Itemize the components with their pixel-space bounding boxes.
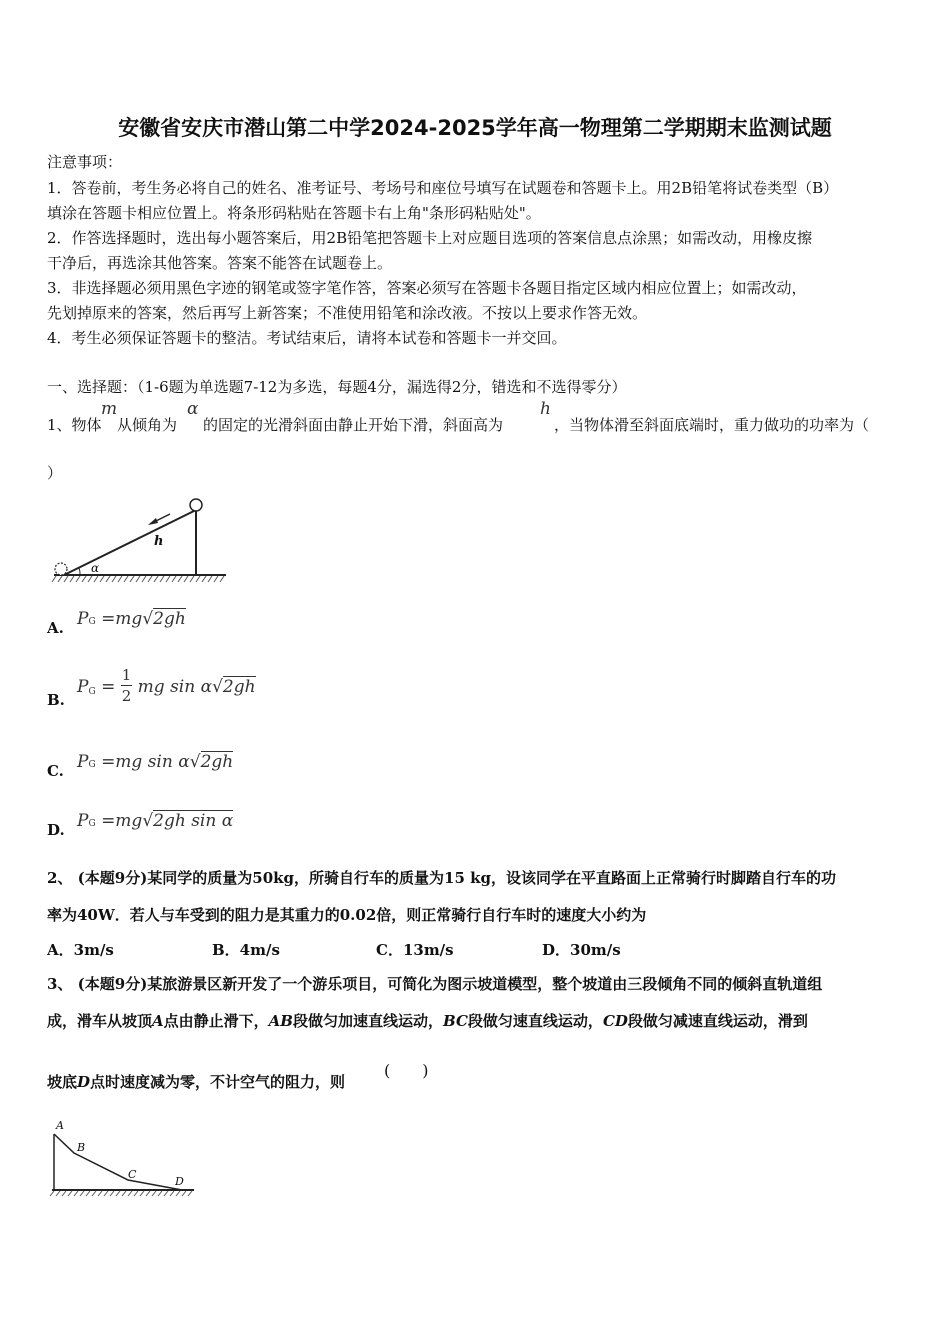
q1-var-alpha: α [187, 399, 199, 419]
q1-var-h: h [540, 399, 551, 419]
notice-line: 1．答卷前，考生务必将自己的姓名、准考证号、考场号和座位号填写在试题卷和答题卡上。用2B铅笔将试卷类型（B） [47, 179, 839, 197]
incline-alpha-label: α [91, 561, 100, 575]
notice-line: 先划掉原来的答案，然后再写上新答案；不准使用铅笔和涂改液。不按以上要求作答无效。 [47, 304, 648, 322]
slope-label-a: A [56, 1119, 64, 1132]
q1-close-paren: ） [47, 464, 63, 482]
q1-text-3: 的固定的光滑斜面由静止开始下滑，斜面高为 [203, 416, 504, 434]
q3-answer-paren: ( ) [384, 1061, 429, 1080]
notice-heading: 注意事项： [47, 153, 123, 171]
slope-label-c: C [128, 1168, 137, 1181]
q1-text-1: 1、物体 [47, 416, 102, 434]
q1-option-a-label[interactable]: A. [47, 619, 64, 637]
q1-text-4: ，当物体滑至斜面底端时，重力做功的功率为（ [554, 416, 870, 434]
q1-option-b-formula[interactable]: $P_G$ = $\frac{1}{2}$ mg sin α√2gh [77, 666, 256, 705]
q1-option-a-formula[interactable]: PG =mg√2gh [77, 609, 186, 629]
q3-text-line-3: 坡底D点时速度减为零，不计空气的阻力，则 [47, 1073, 346, 1091]
notice-line: 2．作答选择题时，选出每小题答案后，用2B铅笔把答题卡上对应题目选项的答案信息点涂黑；如需改动，用橡皮擦 [47, 229, 813, 247]
q2-choice-d[interactable]: D．30m/s [542, 941, 621, 959]
section-heading: 一、选择题：（1-6题为单选题7-12为多选，每题4分，漏选得2分，错选和不选得零分） [47, 378, 627, 396]
q2-choice-c[interactable]: C．13m/s [376, 941, 454, 959]
page-title: 安徽省安庆市潜山第二中学2024-2025学年高一物理第二学期期末监测试题 [118, 116, 832, 140]
q1-option-b-label[interactable]: B. [47, 691, 65, 709]
q1-var-m: m [101, 399, 118, 419]
notice-line: 3．非选择题必须用黑色字迹的钢笔或签字笔作答，答案必须写在答题卡各题目指定区域内相应位置上；如需改动， [47, 279, 807, 297]
q2-choice-a[interactable]: A．3m/s [47, 941, 114, 959]
incline-diagram [50, 492, 230, 584]
q1-option-d-label[interactable]: D. [47, 821, 65, 839]
q1-option-c-formula[interactable]: PG =mg sin α√2gh [77, 752, 234, 772]
notice-line: 干净后，再选涂其他答案。答案不能答在试题卷上。 [47, 254, 393, 272]
q2-text-line-2: 率为40W．若人与车受到的阻力是其重力的0.02倍，则正常骑行自行车时的速度大小约为 [47, 906, 647, 924]
notice-line: 填涂在答题卡相应位置上。将条形码粘贴在答题卡右上角"条形码粘贴处"。 [47, 204, 541, 222]
slope-label-b: B [77, 1141, 86, 1154]
q2-choice-b[interactable]: B．4m/s [212, 941, 280, 959]
slope-label-d: D [175, 1175, 184, 1188]
q1-option-c-label[interactable]: C. [47, 762, 64, 780]
incline-h-label: h [154, 534, 164, 549]
q1-text-2: 从倾角为 [117, 416, 178, 434]
q2-text-line-1: 2、 (本题9分)某同学的质量为50kg，所骑自行车的质量为15 kg，设该同学在平直路面上正常骑行时脚踏自行车的功 [47, 869, 837, 887]
q1-option-d-formula[interactable]: PG =mg√2gh sin α [77, 811, 234, 831]
q3-text-line-2: 成，滑车从坡顶A点由静止滑下，AB段做匀加速直线运动，BC段做匀速直线运动，CD段做匀减速直线运动，滑到 [47, 1012, 808, 1030]
q3-text-line-1: 3、 (本题9分)某旅游景区新开发了一个游乐项目，可简化为图示坡道模型，整个坡道由三段倾角不同的倾斜直轨道组 [47, 975, 823, 993]
notice-line: 4．考生必须保证答题卡的整洁。考试结束后，请将本试卷和答题卡一并交回。 [47, 329, 567, 347]
